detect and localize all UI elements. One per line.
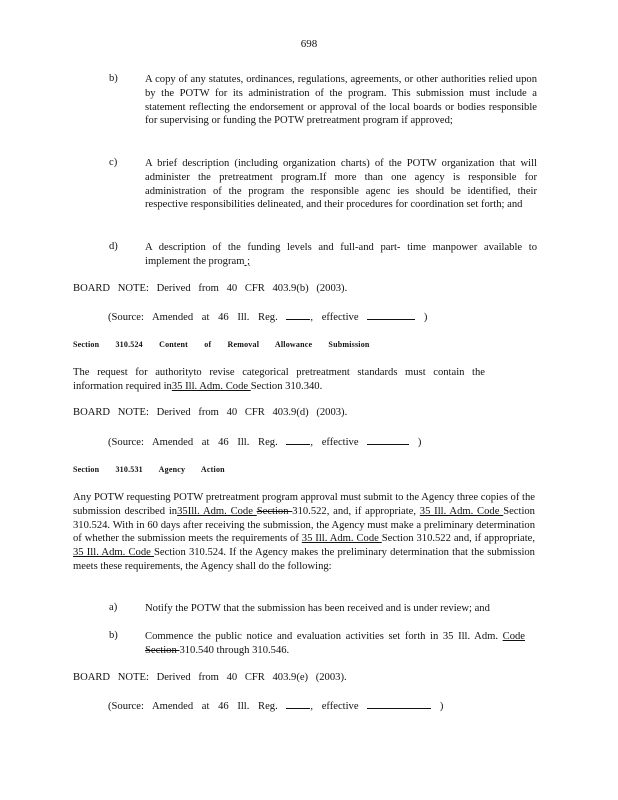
register-blank-3 xyxy=(286,699,310,709)
para2-citation-4: 35 Ill. Adm. Code xyxy=(73,547,154,559)
para1-lead: The request for authorityto revise categorical pretreatment standards must contain the information required in xyxy=(73,367,485,392)
register-blank-2 xyxy=(286,435,310,445)
list-label-b-2: b) xyxy=(109,630,118,641)
para2-part-3: Section 310.524. With in 60 days after receiving the submission, the Agency must make a preliminary determination of whether the submission meets the requirements of xyxy=(73,505,535,545)
para2-part-5: Section 310.524. If the Agency makes the preliminary determination that the submission meets these requirements, the Agency shall do the following: xyxy=(73,547,535,572)
item-b2-tail: 310.540 through 310.546. xyxy=(179,644,290,656)
source-note-1 xyxy=(108,310,427,323)
source-3-prefix: (Source: Amended at 46 Ill. Reg. xyxy=(108,701,278,712)
para1-tail: Section 310.340. xyxy=(250,380,323,392)
board-note-1: BOARD NOTE: Derived from 40 CFR 403.9(b) (2003). xyxy=(73,283,348,294)
list-label-d: d) xyxy=(109,241,118,252)
section-heading-310-531: Section 310.531 Agency Action xyxy=(73,465,225,474)
source-1-mid: , effective xyxy=(310,312,359,323)
source-2-mid: , effective xyxy=(310,437,359,448)
para2-lead: Any POTW requesting POTW pretreatment program approval must submit to the Agency three copies of the submission described in xyxy=(73,492,535,517)
para2-citation-3: 35 Ill. Adm. Code xyxy=(301,533,382,545)
source-3-suffix: ) xyxy=(439,701,444,712)
source-3-mid: , effective xyxy=(310,701,359,712)
effective-blank-2 xyxy=(367,435,409,445)
para2-citation-2: 35 Ill. Adm. Code xyxy=(419,505,504,517)
list-item-c-text: A brief description (including organization charts) of the POTW organization that will administer the pretreatment program.If more than one agency is responsible for administration of the program the responsible agenc ies should be identified, their respective responsibilities delineated, and their procedures for coordination set forth; and xyxy=(145,158,537,211)
board-note-3: BOARD NOTE: Derived from 40 CFR 403.9(e) (2003). xyxy=(73,672,347,683)
list-item-d-body: A description of the funding levels and full-and part- time manpower available to implement the program xyxy=(145,242,537,267)
register-blank-1 xyxy=(286,310,310,320)
source-2-prefix: (Source: Amended at 46 Ill. Reg. xyxy=(108,437,278,448)
list-item-d-text xyxy=(145,241,537,269)
para1-citation: 35 Ill. Adm. Code xyxy=(171,380,251,392)
source-1-suffix: ) xyxy=(423,312,428,323)
list-item-b-2-text xyxy=(145,630,525,658)
section-310-524-text xyxy=(73,366,485,394)
para2-part-4: Section 310.522 and, if appropriate, xyxy=(381,533,535,545)
list-item-a-text: Notify the POTW that the submission has been received and is under review; and xyxy=(145,603,490,614)
item-b2-citation: Code xyxy=(502,631,525,642)
section-heading-310-524: Section 310.524 Content of Removal Allowance Submission xyxy=(73,340,370,349)
source-2-suffix: ) xyxy=(417,437,422,448)
source-1-prefix: (Source: Amended at 46 Ill. Reg. xyxy=(108,312,278,323)
list-label-a: a) xyxy=(109,602,118,613)
list-label-c: c) xyxy=(109,157,118,168)
item-b2-struck: Section xyxy=(145,644,180,656)
source-note-3 xyxy=(108,699,443,712)
list-item-d-end: ; xyxy=(244,255,251,267)
list-item-b-text: A copy of any statutes, ordinances, regulations, agreements, or other authorities relied upon by the POTW for its administration of the program. This submission must include a statement reflecting the endorsement or approval of the local boards or bodies responsible for supervising or funding the POTW pretreatment program if approved; xyxy=(145,74,537,127)
para2-part-2: 310.522, and, if appropriate, xyxy=(292,505,420,517)
para2-citation-1: 35Ill. Adm. Code xyxy=(177,505,257,517)
effective-blank-3 xyxy=(367,699,431,709)
effective-blank-1 xyxy=(367,310,415,320)
section-310-531-text xyxy=(73,491,535,574)
board-note-2: BOARD NOTE: Derived from 40 CFR 403.9(d) (2003). xyxy=(73,407,348,418)
para2-struck-1: Section xyxy=(256,505,293,517)
list-label-b: b) xyxy=(109,73,118,84)
item-b2-lead: Commence the public notice and evaluation activities set forth in 35 Ill. Adm. xyxy=(145,631,503,642)
source-note-2 xyxy=(108,435,421,448)
page-number: 698 xyxy=(300,38,318,50)
